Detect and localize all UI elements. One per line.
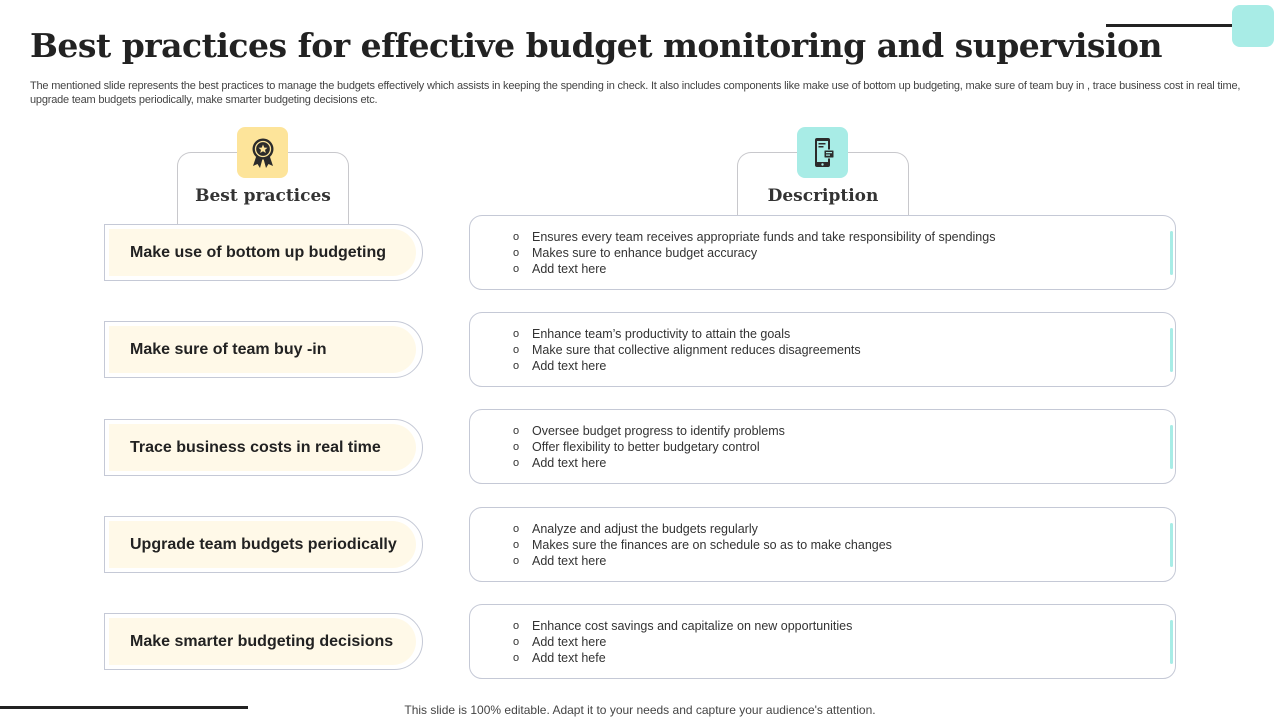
practice-label-1: Make use of bottom up budgeting <box>109 229 416 276</box>
practice-pill-3 <box>104 419 423 476</box>
slide-title: Best practices for effective budget monitoring and supervision <box>30 26 1162 65</box>
description-accent-bar <box>1170 328 1173 372</box>
header-description-label: Description <box>767 186 879 206</box>
practice-pill-5 <box>104 613 423 670</box>
description-accent-bar <box>1170 620 1173 664</box>
list-item: o Add text here <box>513 634 852 650</box>
description-box-5 <box>469 604 1176 679</box>
description-box-1 <box>469 215 1176 290</box>
list-item: o Add text here <box>513 553 892 569</box>
list-item: o Make sure that collective alignment reduces disagreements <box>513 342 861 358</box>
practice-label-3: Trace business costs in real time <box>109 424 416 471</box>
slide-subtitle: The mentioned slide represents the best practices to manage the budgets effectively which assists in keeping the spending in check. It also includes components like make use of bottom up budgeting, make sure of team buy in , trace business cost in real time, upgrade team budgets periodically, make smarter budgeting decisions etc. <box>30 80 1241 106</box>
description-accent-bar <box>1170 523 1173 567</box>
description-list-1 <box>513 229 995 277</box>
list-item: o Offer flexibility to better budgetary control <box>513 439 785 455</box>
list-item: o Oversee budget progress to identify problems <box>513 423 785 439</box>
header-best-practices-label: Best practices <box>195 186 331 206</box>
practice-label-2: Make sure of team buy -in <box>109 326 416 373</box>
award-ribbon-icon <box>237 127 288 178</box>
description-box-3 <box>469 409 1176 484</box>
list-item: o Enhance team’s productivity to attain the goals <box>513 326 861 342</box>
list-item: o Analyze and adjust the budgets regularly <box>513 521 892 537</box>
list-item: o Ensures every team receives appropriate funds and take responsibility of spendings <box>513 229 995 245</box>
list-item: o Add text here <box>513 455 785 471</box>
practice-label-5: Make smarter budgeting decisions <box>109 618 416 665</box>
top-decor-square <box>1232 5 1274 47</box>
list-item: o Add text here <box>513 261 995 277</box>
description-box-4 <box>469 507 1176 582</box>
list-item: o Add text hefe <box>513 650 852 666</box>
description-accent-bar <box>1170 425 1173 469</box>
list-item: o Makes sure to enhance budget accuracy <box>513 245 995 261</box>
mobile-device-icon <box>797 127 848 178</box>
description-box-2 <box>469 312 1176 387</box>
list-item: o Makes sure the finances are on schedule so as to make changes <box>513 537 892 553</box>
practice-pill-4 <box>104 516 423 573</box>
description-list-5 <box>513 618 852 666</box>
description-accent-bar <box>1170 231 1173 275</box>
practice-pill-2 <box>104 321 423 378</box>
description-list-4 <box>513 521 892 569</box>
list-item: o Enhance cost savings and capitalize on new opportunities <box>513 618 852 634</box>
practice-pill-1 <box>104 224 423 281</box>
list-item: o Add text here <box>513 358 861 374</box>
description-list-2 <box>513 326 861 374</box>
description-list-3 <box>513 423 785 471</box>
practice-label-4: Upgrade team budgets periodically <box>109 521 416 568</box>
slide-footer: This slide is 100% editable. Adapt it to your needs and capture your audience's attention. <box>404 703 876 717</box>
